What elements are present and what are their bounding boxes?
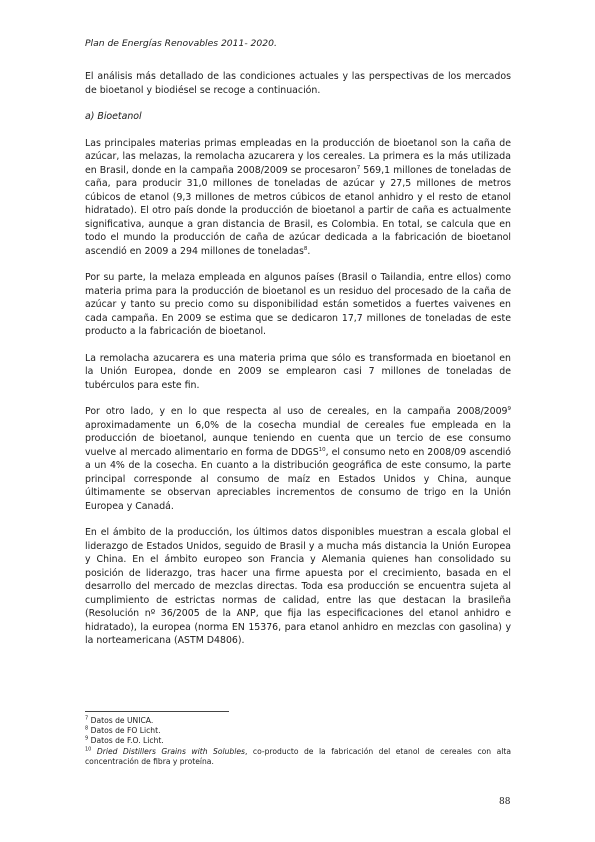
footnote [85,726,511,736]
footnote-text: Datos de UNICA. [88,716,154,725]
paragraph-sugar-beet: La remolacha azucarera es una materia prima que sólo es transformada en bioetanol en la Unión Europea, donde en 2009 se emplearon casi 7 millones de toneladas de tubérculos para este fin. [85,352,511,391]
paragraph-raw-materials [85,137,511,259]
footnote-ref: 9 [507,405,511,412]
intro-paragraph: El análisis más detallado de las condiciones actuales y las perspectivas de los mercados de bioetanol y biodiésel se recoge a continuación. [85,71,511,96]
main-content [85,70,511,661]
text-span: Las principales materias primas empleadas en la producción de bioetanol son la caña de azúcar, las melazas, la remolacha azucarera y los cereales. La primera es la más utilizada en Brasil, donde en la campaña 2008/2009 se procesaron [85,137,511,176]
footnote-text: Datos de F.O. Licht. [88,736,164,746]
footnote-divider [85,711,229,712]
text-span: Por otro lado, y en lo que respecta al uso de cereales, en la campaña 2008/2009 [85,406,508,417]
text-span: , el consumo neto en 2008/09 ascendió a un 4% de la cosecha. En cuanto a la distribución geográfica de este consumo, la parte principal corresponde al consumo de maíz en Estados Unidos y China, aunque últimamente se observan apreciables incrementos de consumo de trigo en la Unión Europea y Canadá. [85,446,511,512]
paragraph-production: En el ámbito de la producción, los últimos datos disponibles muestran a escala global el liderazgo de Estados Unidos, seguido de Brasil y a mucha más distancia la Unión Europea y China. En el ámbito europeo son Francia y Alemania quienes han consolidado su posición de liderazgo, tras hacer una firme apuesta por el crecimiento, basada en el desarrollo del mercado de mezclas directas. Toda esa producción se encuentra sujeta al cumplimiento de estrictas normas de calidad, entre las que destacan la brasileña (Resolución nº 36/2005 de la ANP, que fija las especificaciones del etanol anhidro e hidratado), la europea (norma EN 15376, para etanol anhidro en mezclas con gasolina) y la norteamericana (ASTM D4806). [85,527,511,646]
footnote-ref: 10 [318,446,326,453]
footnote [85,747,511,767]
footnote-italic-term: Dried Distillers Grains with Solubles [91,746,245,756]
text-span: aproximadamente un 6,0% de la cosecha mundial de cereales fue empleada en la producción de bioetanol, aunque teniendo en cuenta que un tercio de ese consumo vuelve al mercado alimentario en forma de DDGS [85,419,511,458]
page-number: 88 [499,797,511,807]
paragraph-cereals [85,405,511,513]
footnote-ref: 7 [356,164,361,171]
footnote-text: , co-producto de la fabricación del etanol de cereales con alta concentración de fibra y proteína. [85,746,511,766]
footnote [85,716,511,726]
footnotes [85,716,511,767]
footnote-ref: 8 [303,245,308,252]
footnote [85,736,511,746]
section-heading: a) Bioetanol [85,111,142,122]
text-span: . [307,245,311,257]
footnote-text: Datos de FO Licht. [88,726,161,736]
footnote-number: 7 [85,715,89,722]
page-header: Plan de Energías Renovables 2011- 2020. [85,38,277,49]
text-span: 569,1 millones de toneladas de caña, para producir 31,0 millones de toneladas de azúcar y 27,5 millones de metros cúbicos de etanol (9,3 millones de metros cúbicos de etanol anhidro y el resto de etanol hidratado). El otro país donde la producción de bioetanol a partir de caña es actualmente significativa, aunque a gran distancia de Brasil, es Colombia. En total, se calcula que en todo el mundo la producción de caña de azúcar dedicada a la fabricación de bioetanol ascendió en 2009 a 294 millones de toneladas [85,164,511,257]
footnote-number: 8 [85,725,89,732]
paragraph-molasses: Por su parte, la melaza empleada en algunos países (Brasil o Tailandia, entre ellos) como materia prima para la producción de bioetanol es un residuo del procesado de la caña de azúcar y tanto su precio como su disponibilidad están sometidos a fuertes vaivenes en cada campaña. En 2009 se estima que se dedicaron 17,7 millones de toneladas de este producto a la fabricación de bioetanol. [85,272,511,337]
footnote-number: 10 [85,746,92,753]
footnote-number: 9 [85,735,89,742]
